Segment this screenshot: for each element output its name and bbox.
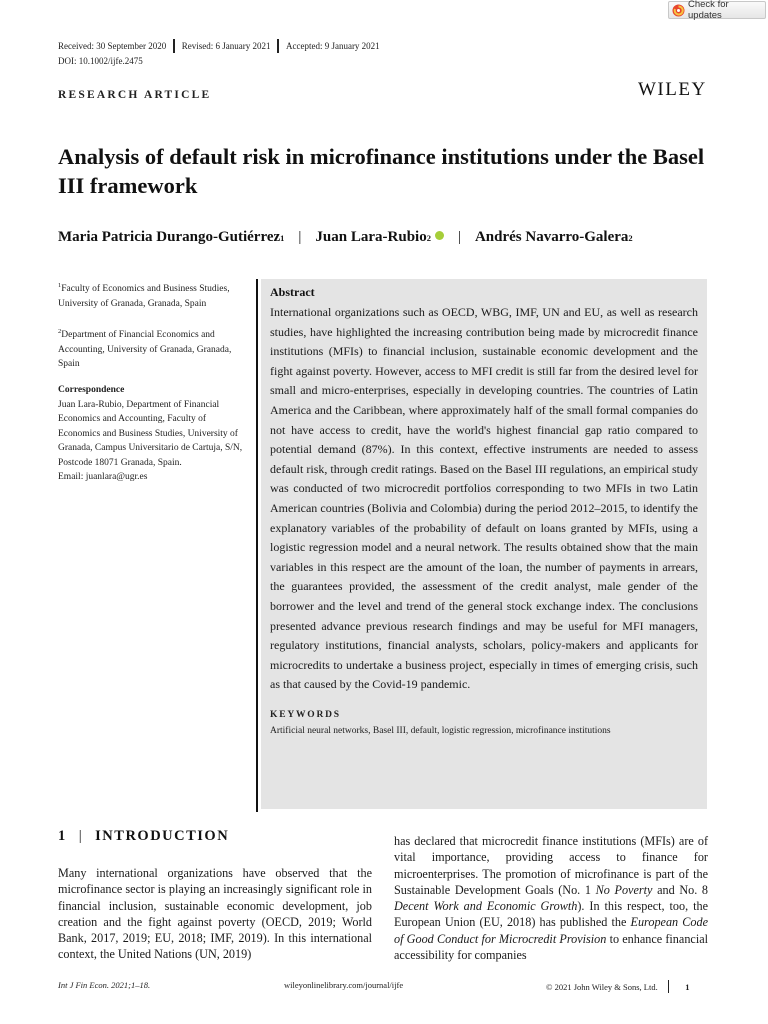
body-text: ). In this respect, too, the European Union (EU, 2018) has published the	[394, 899, 708, 930]
section-separator: |	[78, 828, 84, 844]
correspondence-heading: Correspondence	[58, 385, 125, 395]
page-number: 1	[685, 981, 690, 992]
author-separator: |	[298, 229, 302, 245]
keywords-list: Artificial neural networks, Basel III, default, logistic regression, microfinance institutions	[270, 725, 611, 736]
doi[interactable]: DOI: 10.1002/ijfe.2475	[58, 56, 143, 66]
affiliation	[58, 325, 248, 372]
publisher-logo: WILEY	[638, 79, 707, 100]
correspondence-email[interactable]: Email: juanlara@ugr.es	[58, 472, 148, 482]
author-affiliation-mark: 2	[426, 233, 431, 243]
affiliation-mark: 1	[58, 282, 62, 289]
author-name[interactable]: Maria Patricia Durango-Gutiérrez	[58, 229, 281, 245]
footer-url[interactable]: wileyonlinelibrary.com/journal/ijfe	[284, 980, 404, 990]
footer-journal: Int J Fin Econ. 2021;1–18.	[58, 980, 151, 990]
body-text: has declared that microcredit finance institutions (MFIs) are of vital importance, providing access to finance for microenterprises. The promotion of microfinance is part of the Sustainable Development Goals (No. 1	[394, 834, 708, 897]
abstract-text: International organizations such as OECD, WBG, IMF, UN and EU, as well as research studies, have highlighted the increasing contribution being made by microcredit finance institutions (MFIs) to financial inclusion, sustainable economic development and the fight against poverty. However, access to MFI credit is still far from the desired level for small and micro-enterprises, especially in developing countries. The countries of Latin America and the Caribbean, where approximately half of the small formal companies do not have access to credit, have the world's highest financial gap ratio compared to potential demand (87%). In this context, effective instruments are needed to assess default risk, through credit ratings. Based on the Basel III regulations, an empirical study was conducted of two microcredit portfolios corresponding to two MFIs in two Latin American countries (Bolivia and Colombia) during the period 2012–2015, to identify the explanatory variables of the probability of default on loans granted by MFIs, using a logistic regression model and a neural network. The results obtained show that the main variables in this respect are the amount of the loan, the number of payments in arrears, the guarantees provided, the assessment of the credit analyst, male gender of the borrower and the level and trend of the general stock exchange index. The conclusions presented advance previous research findings and may be useful for MFI managers, regulatory institutions, financial analysts, scholars, policy-makers and applicants for microcredits to undertake a business project, especially in times of emerging crisis, such as that caused by the Covid-19 pandemic.	[270, 305, 698, 692]
accepted-date: Accepted: 9 January 2021	[285, 41, 380, 51]
date-divider	[277, 39, 279, 53]
abstract-heading: Abstract	[270, 285, 315, 299]
correspondence	[58, 383, 248, 485]
footer-right	[546, 980, 690, 993]
section-number: 1	[58, 828, 67, 844]
section-title: INTRODUCTION	[95, 828, 230, 844]
footer-copyright: © 2021 John Wiley & Sons, Ltd.	[546, 981, 658, 992]
body-text: to enhance financial accessibility for companies	[394, 931, 708, 963]
article-type: RESEARCH ARTICLE	[58, 89, 212, 101]
body-text: and No. 8	[652, 882, 709, 897]
orcid-icon[interactable]	[435, 231, 444, 240]
affiliation-text: Department of Financial Economics and Accounting, University of Granada, Granada, Spain	[58, 330, 232, 370]
section-heading	[58, 828, 229, 845]
body-italic: No Poverty	[595, 882, 653, 897]
check-updates-icon	[672, 4, 685, 17]
check-for-updates-label: Check for updates	[688, 0, 729, 21]
affiliation-text: Faculty of Economics and Business Studies, University of Granada, Granada, Spain	[58, 284, 230, 309]
check-for-updates-button[interactable]	[668, 1, 766, 19]
author-affiliation-mark: 1	[280, 233, 285, 243]
correspondence-text: Juan Lara-Rubio, Department of Financial Economics and Accounting, Faculty of Economics and Business Studies, University of Granada, Campus Universitario de Cartuja, S/N, Postcode 18071 Granada, Spain.	[58, 399, 243, 468]
received-date: Received: 30 September 2020	[58, 41, 167, 51]
body-italic: Decent Work and Economic Growth	[394, 899, 578, 914]
author-name[interactable]: Juan Lara-Rubio	[315, 229, 427, 245]
revised-date: Revised: 6 January 2021	[181, 41, 271, 51]
author-separator: |	[457, 229, 461, 245]
abstract-box	[261, 279, 707, 809]
author-list	[58, 229, 738, 246]
body-column-right	[394, 833, 708, 963]
article-dates	[58, 39, 380, 53]
author-affiliation-mark: 2	[628, 233, 633, 243]
keywords-heading: KEYWORDS	[270, 709, 341, 720]
body-column-left: Many international organizations have observed that the microfinance sector is playing an increasingly significant role in financial inclusion, sustainable economic development, job creation and the fight against poverty (OECD, 2019; World Bank, 2017, 2019; EU, 2018; IMF, 2019). In this international context, the United Nations (UN, 2019)	[58, 866, 372, 962]
abstract-divider	[256, 279, 258, 812]
affiliation-mark: 2	[58, 328, 62, 335]
body-italic: European Code of Good Conduct for Microcredit Provision	[394, 915, 709, 946]
paper-title: Analysis of default risk in microfinance institutions under the Basel III framework	[58, 144, 705, 198]
author-name[interactable]: Andrés Navarro-Galera	[474, 229, 629, 245]
affiliation	[58, 279, 248, 311]
footer-divider	[668, 980, 670, 993]
date-divider	[173, 39, 175, 53]
